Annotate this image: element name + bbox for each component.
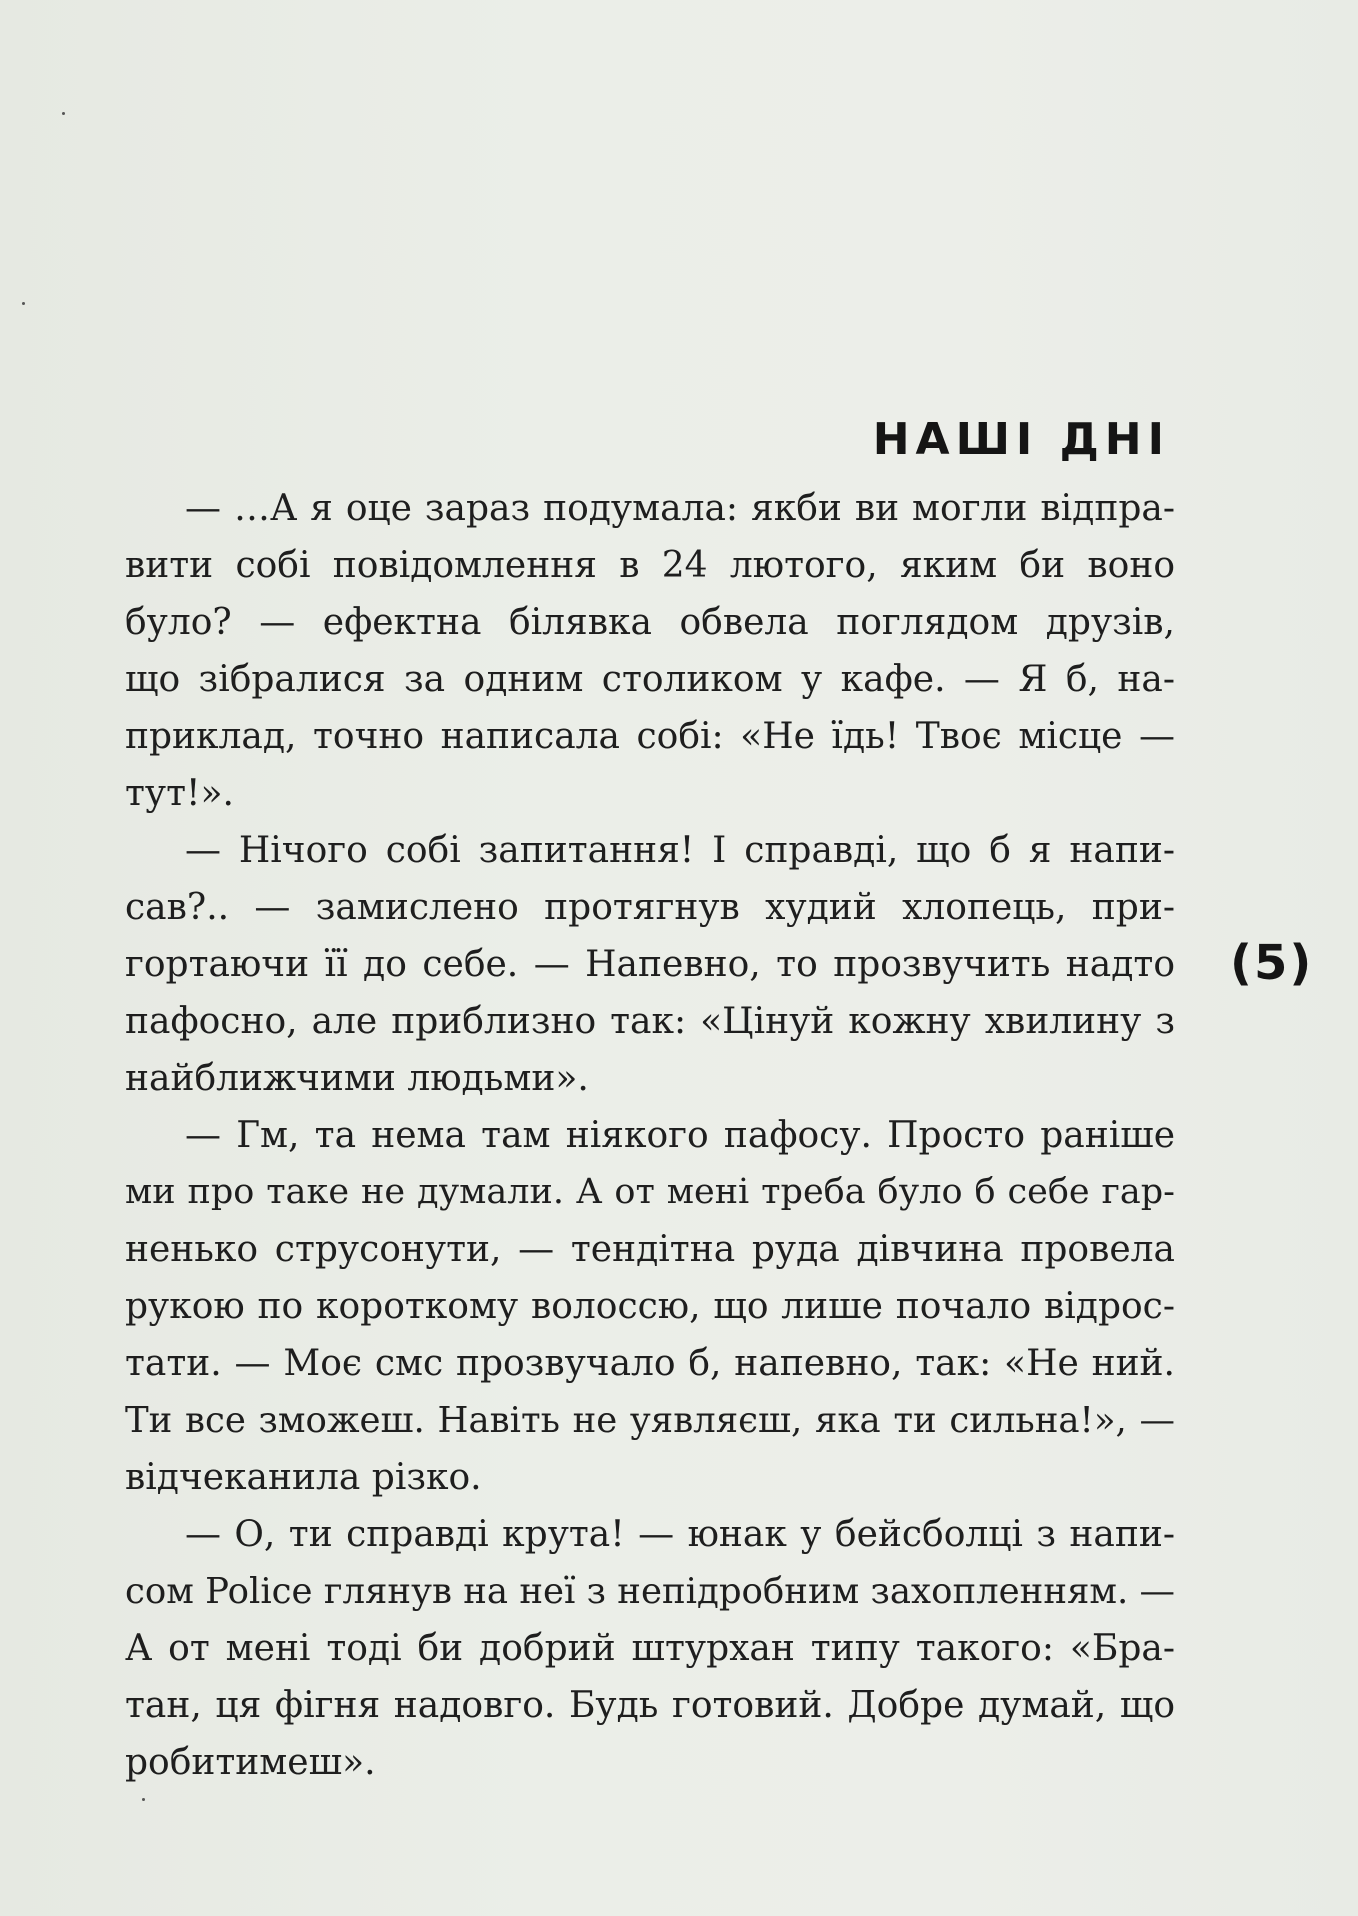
text-line: Ти все зможеш. Навіть не уявляєш, яка ти сильна!», — xyxy=(125,1400,1175,1441)
text-line: сав?.. — замислено протягнув худий хлопець, при- xyxy=(125,887,1175,928)
text-line: було? — ефектна білявка обвела поглядом друзів, xyxy=(125,602,1175,643)
text-line: тати. — Моє смс прозвучало б, напевно, так: «Не ний. xyxy=(125,1343,1175,1384)
text-line: тан, ця фігня надовго. Будь готовий. Добре думай, що xyxy=(125,1685,1175,1726)
text-line: вити собі повідомлення в 24 лютого, яким би воно xyxy=(125,545,1175,586)
text-line: пафосно, але приблизно так: «Цінуй кожну хвилину з xyxy=(125,1001,1175,1042)
chapter-heading: НАШІ ДНІ xyxy=(872,414,1170,465)
text-line: найближчими людьми». xyxy=(125,1058,589,1099)
text-line: — …А я оце зараз подумала: якби ви могли відпра- xyxy=(185,488,1175,529)
text-line: А от мені тоді би добрий штурхан типу такого: «Бра- xyxy=(125,1628,1175,1669)
text-line: ненько струсонути, — тендітна руда дівчина провела xyxy=(125,1229,1175,1270)
text-line: що зібралися за одним столиком у кафе. — Я б, на- xyxy=(125,659,1175,700)
text-line: — Гм, та нема там ніякого пафосу. Просто раніше xyxy=(185,1115,1175,1156)
paper-speck xyxy=(62,112,65,115)
body-text xyxy=(125,480,1175,1791)
text-line: рукою по короткому волоссю, що лише почало відрос- xyxy=(125,1286,1175,1327)
text-line: ми про таке не думали. А от мені треба було б себе гар- xyxy=(125,1172,1175,1212)
text-line: сом Police глянув на неї з непідробним захопленням. — xyxy=(125,1571,1176,1612)
text-line: гортаючи її до себе. — Напевно, то прозвучить надто xyxy=(125,944,1175,985)
paper-speck xyxy=(142,1798,145,1801)
text-line: — Нічого собі запитання! І справді, що б я напи- xyxy=(185,830,1175,871)
paper-speck xyxy=(22,302,25,305)
page-number: (5) xyxy=(1230,935,1314,991)
text-line: — О, ти справді крута! — юнак у бейсболці з напи- xyxy=(185,1514,1175,1555)
text-line: відчеканила різко. xyxy=(125,1457,482,1498)
text-line: приклад, точно написала собі: «Не їдь! Твоє місце — xyxy=(125,716,1175,757)
text-line: тут!». xyxy=(125,773,234,814)
text-line: робитимеш». xyxy=(125,1742,376,1783)
